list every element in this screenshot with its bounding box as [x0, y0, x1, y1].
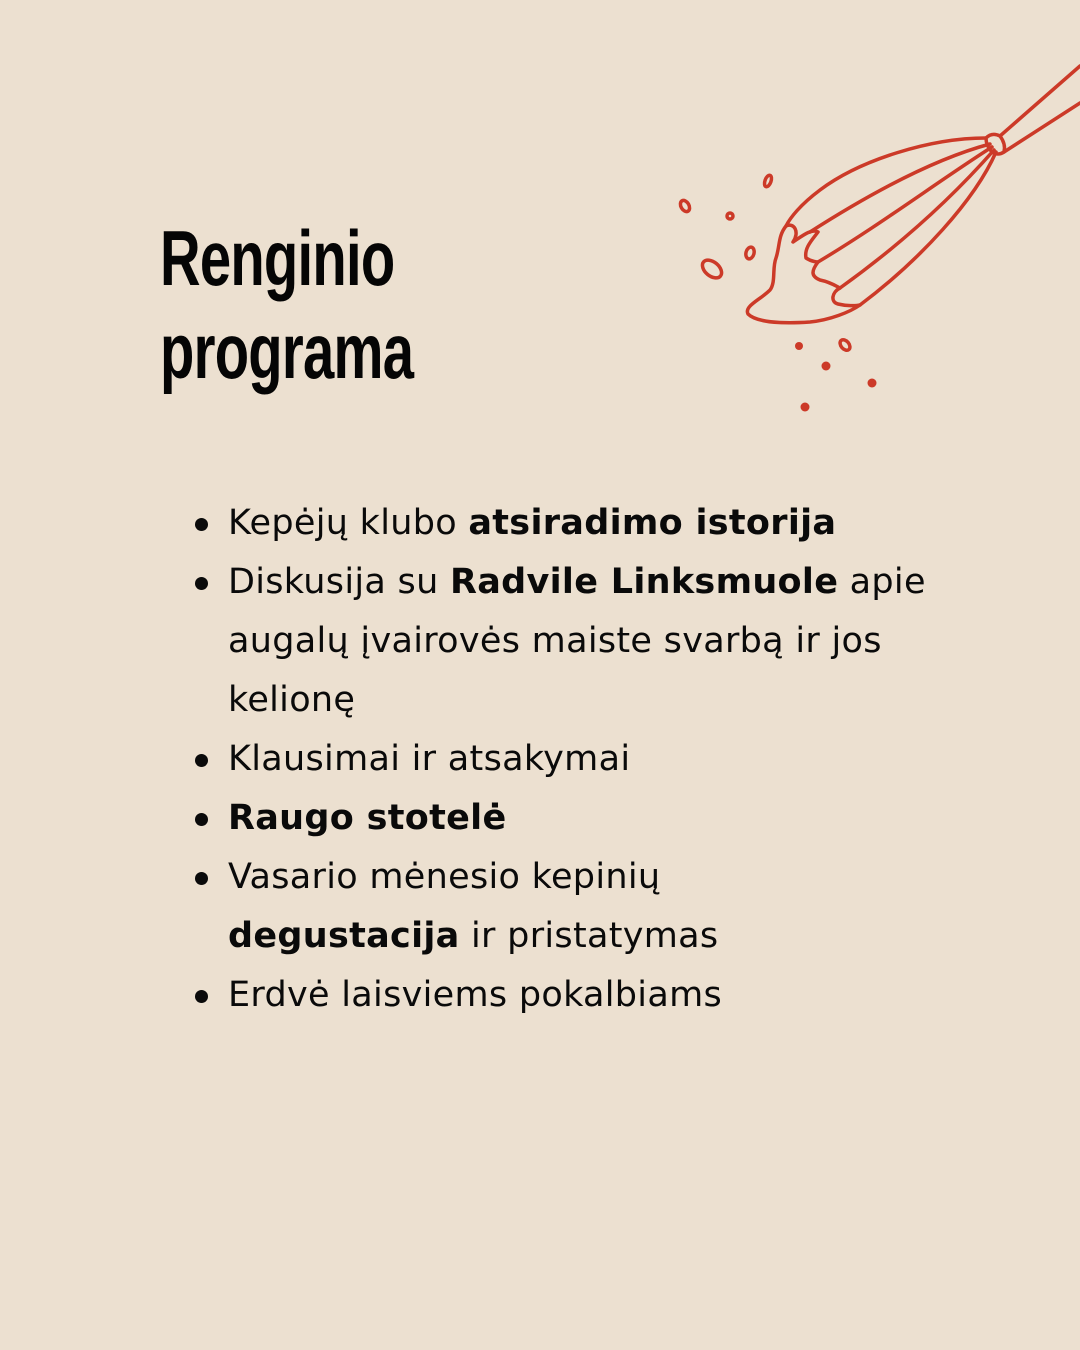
title-line-1: Renginio — [160, 214, 395, 302]
bullet-icon — [195, 990, 208, 1003]
agenda-item — [190, 848, 950, 966]
agenda-text-bold: Raugo stotelė — [228, 798, 507, 838]
agenda-item — [190, 789, 950, 848]
agenda-text: Kepėjų klubo — [228, 503, 469, 543]
bullet-icon — [195, 813, 208, 826]
whisk-icon — [660, 60, 1080, 420]
bullet-icon — [195, 754, 208, 767]
agenda-text: apie augalų įvairovės maiste svarbą ir jos kelionę — [228, 562, 926, 720]
agenda-item — [190, 553, 950, 730]
agenda-text: Vasario mėnesio kepinių — [228, 857, 661, 897]
title-line-2: programa — [160, 307, 414, 395]
agenda-item — [190, 966, 950, 1025]
page-title — [160, 212, 413, 398]
agenda-text: Diskusija su — [228, 562, 450, 602]
agenda-text-bold: atsiradimo istorija — [468, 503, 837, 543]
agenda-text: Klausimai ir atsakymai — [228, 739, 631, 779]
agenda-text: ir pristatymas — [459, 916, 719, 956]
agenda-list — [190, 494, 950, 1025]
bullet-icon — [195, 577, 208, 590]
agenda-item — [190, 494, 950, 553]
bullet-icon — [195, 872, 208, 885]
agenda-text-bold: degustacija — [228, 916, 460, 956]
agenda-text: Erdvė laisviems pokalbiams — [228, 975, 723, 1015]
bullet-icon — [195, 518, 208, 531]
agenda-item — [190, 730, 950, 789]
agenda-text-bold: Radvile Linksmuole — [449, 562, 839, 602]
